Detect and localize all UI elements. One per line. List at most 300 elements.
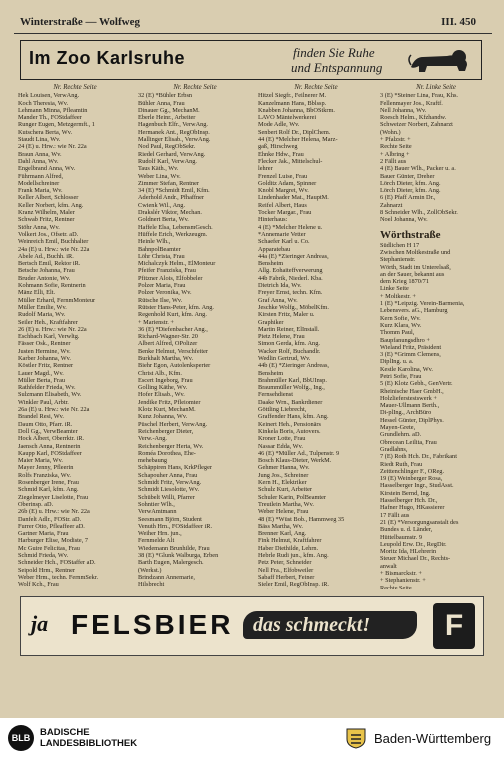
street-entry: Hessel Günter, DiplPhys.	[380, 416, 444, 424]
directory-entry: Weber Helene, Frau	[258, 508, 309, 516]
directory-entry: 44b Fabrik, Niederl. Kba.	[258, 274, 323, 282]
column-heading: Nr. Rechte Seite	[53, 84, 97, 91]
directory-entry: Müller Erhard, FernmMonteur	[18, 296, 96, 304]
directory-entry: Noel Johanna, Wv.	[380, 216, 428, 224]
street-entry: Mayen-Grete,	[380, 424, 416, 432]
directory-entry: Fink Helmut, Kraftfahrer	[258, 537, 322, 545]
directory-entry: 38 (E) *Glunk Walburga, Erben	[138, 552, 219, 559]
directory-entry: Christ Alb., Kfm.	[138, 369, 182, 377]
street-entry: Hafner Hugo, HKassierer	[380, 504, 445, 512]
street-entry: Lebensvers. aG., Hamburg	[380, 307, 448, 315]
street-entry: Hasselberger Hch. Dr.,	[380, 497, 438, 505]
directory-entry: Rütsche Ilse, Wv.	[138, 296, 183, 304]
directory-entry: VerwAmtmann	[138, 508, 177, 516]
street-entry: Wörth, Stadt im Unterelsaß,	[380, 263, 451, 271]
directory-entry: Mc Guire Felicitas, Frau	[18, 544, 80, 552]
directory-entry: Betsche Johanna, Frau	[18, 267, 75, 275]
street-entry: an der Sauer, bekannt aus	[380, 270, 445, 278]
directory-entry: Dahl Anna, Wv.	[18, 157, 59, 165]
directory-entry: Golditz Adam, Spinner	[258, 179, 317, 187]
directory-entry: Nell Fra., Elfobweiler	[258, 566, 314, 574]
baden-wuerttemberg-crest-icon	[344, 726, 368, 750]
directory-entry: Pfeifer Franziska, Frau	[138, 267, 196, 275]
header-rule	[14, 33, 492, 34]
directory-entry: Reichenberger Herta, Wv.	[138, 442, 204, 450]
directory-entry: 32 (E) *Bühler Erbsn	[138, 92, 193, 100]
directory-entry: + Marienstr. +	[138, 318, 174, 326]
directory-entry: Reifel Albert, Haus	[258, 201, 307, 209]
directory-entry: Bensheim	[258, 369, 284, 377]
street-entry: Zwischen Moltkestraße und	[380, 248, 451, 256]
directory-entry: Hilsbrecht	[138, 581, 165, 589]
directory-entry: Kutschera Berta, Wv.	[18, 128, 73, 136]
directory-entry: mehebaung	[138, 457, 168, 465]
directory-entry: 26a (E) u. Hrw.: wie Nr. 22a	[18, 406, 90, 414]
directory-entry: Ehnke Hdw., Frau	[258, 150, 304, 158]
directory-entry: Mänz Elli, Elt.	[18, 289, 56, 297]
zoo-ad-tagline-1: finden Sie Ruhe	[293, 45, 375, 60]
column-heading: Nr. Rechte Seite	[173, 84, 217, 91]
street-entry: Rechte Seite	[380, 584, 412, 589]
felsbier-logo: F	[433, 603, 475, 649]
directory-entry: Bosch Klaus-Dieter, WerkM.	[258, 457, 332, 465]
street-entry: Moritz Ida, HLehrerin	[380, 548, 437, 556]
directory-entry: + Pfalzstr. +	[380, 136, 411, 144]
directory-entry: 2 Fällt aus	[380, 157, 407, 165]
directory-entry: Schweizer Norbert, Zahnarzt	[380, 121, 453, 129]
directory-entry: Braummüller Wolfg., Ing.,	[258, 384, 325, 392]
directory-entry: Fässer Osk., Rentner	[18, 340, 71, 348]
street-entry: Grundlehrn. aD.	[380, 431, 422, 439]
directory-entry: Richard-Wagner-Str. 20	[138, 333, 198, 341]
directory-entry: Knobl Margret, Wv.	[258, 187, 309, 195]
directory-entry: Sulzmann Elisabeth, Wv.	[18, 391, 82, 399]
directory-entry: Justen Hermine, Wv.	[18, 347, 71, 355]
page-number: III. 450	[441, 16, 476, 28]
street-entry: + Moltkestr. +	[380, 292, 416, 300]
directory-entry: Jung Jos., Schreiner	[258, 471, 309, 479]
directory-entry: Sabaff Herbert, Feiner	[258, 573, 315, 581]
directory-entry: Schmidt Liesolotte, Wv.	[138, 486, 200, 494]
directory-entry: Rudolf Karl, VerwAng.	[138, 157, 197, 165]
directory-entry: Brenner Karl, Ang.	[258, 530, 307, 538]
directory-entry: Mayer Jenny, Pfleerin	[18, 464, 74, 472]
directory-entry: Jendike Fritz, Pfleiomter	[138, 398, 201, 406]
directory-entry: Wolf Kch., Frau	[18, 581, 59, 589]
lion-illustration	[407, 45, 471, 75]
directory-entry: Tocker Margar., Frau	[258, 209, 312, 217]
directory-entry: Jaensch Anna, Rentnerin	[18, 442, 81, 450]
directory-entry: Rathfelder Frieda, Wv.	[18, 384, 76, 392]
directory-entry: Treutlein Martha, Wv.	[258, 500, 314, 508]
page-header	[20, 16, 490, 30]
street-entry: Zeittenchlinger F., OReg.	[380, 467, 445, 475]
directory-entry: Graf Anna, Wv.	[258, 296, 298, 304]
street-entry: Kirstein Bernd, Ing.	[380, 489, 431, 497]
directory-entry: Ziegelmeyer Liselotte, Frau	[18, 493, 89, 501]
directory-entry: Barth Eugen, Malergesch.	[138, 559, 204, 567]
directory-entry: Gehmer Hanna, Wv.	[258, 464, 310, 472]
directory-entry: gaß, Hirschweg	[258, 143, 298, 151]
directory-entry: Maier Maria, Wv.	[18, 457, 63, 465]
directory-entry: Verw.-Ang.	[138, 435, 167, 443]
directory-entry: Kohmann Sofie, Rentnerin	[18, 282, 86, 290]
directory-entry: Danfelt Adlr., FOStr. aD.	[18, 515, 82, 523]
directory-entry: Fernmelde Alt	[138, 537, 175, 545]
directory-entry: Hek Louisen, VerwAng.	[18, 92, 80, 100]
directory-entry: Aderhold Andr., Pfhaffner	[138, 194, 204, 202]
street-entry: 21 (E) *Versorgungsanstalt des	[380, 518, 459, 526]
street-entry: Leupold Erw. Dr., RegDir.	[380, 540, 447, 548]
street-entry: 7 (E) Roth Hch. Dr., Fabrikant	[380, 453, 457, 461]
street-entry: Holzlieferstestswerk +	[380, 394, 437, 402]
directory-column-2	[138, 84, 252, 589]
directory-entry: Lindenhader Mat., HauptM.	[258, 194, 329, 202]
baden-wuerttemberg-label: Baden-Württemberg	[374, 731, 492, 746]
directory-entry: Rechte Seite	[380, 143, 412, 151]
directory-entry: Lörch Dieter, kfm. Ang.	[380, 187, 441, 195]
directory-columns	[14, 84, 494, 589]
street-entry: Wieland Fritz, Präsident	[380, 343, 442, 351]
directory-entry: Kern H., Elektriker	[258, 479, 307, 487]
directory-entry: Reichenberger Dieter,	[138, 427, 194, 435]
directory-entry: Weinreich Emil, Buchhalter	[18, 238, 89, 246]
street-entry: Hasselberger Ingr., StudAsst.	[380, 482, 454, 490]
directory-entry: Bühler Anna, Frau	[138, 99, 185, 107]
street-entry: 5 (E) Klotz Gebh., GenVertr.	[380, 380, 453, 388]
directory-entry: Püschel Herbert, VerwAng.	[138, 420, 208, 428]
felsbier-slogan: das schmeckt!	[253, 614, 371, 636]
street-entry: Di-plIng., ArchBüro	[380, 409, 432, 417]
street-entry: Gradlahns,	[380, 445, 408, 453]
directory-entry: Schaefer Karl u. Co.	[258, 238, 310, 246]
directory-entry: 4 (E) *Melcher Helene u.	[258, 223, 323, 231]
directory-entry: Schmid Frieda, Wv.	[18, 552, 69, 559]
directory-entry: Albert Alfred, OPolizer	[138, 340, 198, 348]
zoo-ad-tagline-2: und Entspannung	[291, 60, 383, 75]
directory-entry: Petz Peter, Schneider	[258, 559, 312, 567]
directory-entry: Schuler Karin, PolBeamter	[258, 493, 327, 501]
zoo-advertisement	[20, 40, 482, 80]
directory-entry: Wiedemann Brunhilde, Frau	[138, 544, 210, 552]
directory-entry: Hock Albert, Oberrktr. iR.	[18, 435, 85, 443]
directory-entry: Allg. Eohaiteffverwerung	[258, 267, 323, 275]
directory-entry: 36 (E) *Diefenbacher Ang.,	[138, 325, 208, 333]
directory-entry: Lehmann Minna, Pfleamtin	[18, 106, 88, 114]
directory-entry: Keller Norbert, kfm. Ang.	[18, 201, 84, 209]
directory-entry: Haffele Elsa, LebensmGesch.	[138, 223, 213, 231]
street-entry: Südlichen H 17	[380, 241, 420, 249]
directory-entry: Seiler Heh., Kraftfahrer	[18, 318, 78, 326]
directory-entry: BahnpolBeamter	[138, 245, 181, 253]
directory-entry: Roméa Dorothea, Ehe-	[138, 449, 196, 457]
street-entry: Mauer-Ullmann Berth.,	[380, 402, 440, 410]
street-entry: 17 Fällt aus	[380, 511, 410, 519]
directory-entry: Taus Käth., Wv.	[138, 165, 179, 173]
directory-entry: 34 (E) *Schmidt Emil, Kfm.	[138, 187, 210, 195]
directory-entry: Stöhr Anna, Wv.	[18, 223, 60, 231]
street-entry: Riedt Ruth, Frau	[380, 460, 423, 468]
directory-column-4	[380, 84, 492, 589]
directory-entry: Nell Johanna, Wv.	[380, 106, 427, 114]
directory-entry: Staudt Lina, Wv.	[18, 136, 61, 144]
directory-entry: Seipold Hrm., Rentner	[18, 566, 76, 574]
directory-entry: Heinle Wlh.,	[138, 238, 171, 246]
directory-entry: Haber Diethilde, Lehrn.	[258, 544, 319, 552]
directory-entry: Engelbrand Anna, Wv.	[18, 165, 76, 173]
directory-entry: Volkert Jos., Ofsetr. aD.	[18, 230, 79, 238]
directory-entry: Hüffele Erich, Werkzeugm.	[138, 230, 208, 238]
directory-entry: Gartner Maria, Frau	[18, 530, 69, 538]
directory-entry	[18, 588, 132, 589]
directory-entry: Köstler Fritz, Rentner	[18, 362, 74, 370]
directory-entry: Schübelt Willi, Pfarrer	[138, 493, 195, 501]
directory-entry: Wedlin Gertrud, Wv.	[258, 354, 311, 362]
directory-entry: Mander Th., FOStdaffeer	[18, 114, 82, 122]
directory-entry: 44 (E) *Melcher Helena, Marz-	[258, 136, 338, 144]
directory-entry: Nod Paul, RegObSekr.	[138, 143, 196, 151]
felsbier-brand: FELSBIER	[71, 609, 234, 640]
directory-entry	[258, 588, 374, 589]
street-entry: Kurz Klara, Wv.	[380, 321, 422, 329]
blb-logo: BLB	[8, 725, 34, 751]
street-entry: 19 (E) Weinberger Rosa,	[380, 475, 443, 483]
directory-entry: Mallinger Elisab., VerwAng.	[138, 136, 211, 144]
street-entry: 3 (E) *Grimm Clemens,	[380, 351, 441, 359]
street-entry: Hüttelbaumstr. 9	[380, 533, 422, 541]
directory-entry: Pietz Helene, Frau	[258, 333, 305, 341]
directory-entry: Keinert Heh., Pensionärs	[258, 420, 321, 428]
directory-entry: Bertsch Emil, Rektor iR.	[18, 260, 81, 268]
directory-entry: Furrer Otto, Pfleaffeer aD.	[18, 522, 85, 530]
directory-entry: (Werkst.)	[138, 566, 162, 574]
directory-entry: Winkler Paul, Arbtr.	[18, 398, 69, 406]
directory-entry: Schwab Fritz, Rentner	[18, 216, 75, 224]
directory-entry: Rütster Hans-Peter, kfm. Ang.	[138, 303, 214, 311]
directory-entry: Schulz Kurt, Arbeiter	[258, 486, 313, 494]
directory-entry: Bensheim	[258, 260, 284, 268]
directory-column-1	[18, 84, 132, 589]
directory-entry: Martin Reiner, ElInstall.	[258, 325, 320, 333]
zoo-ad-brand: Im Zoo Karlsruhe	[29, 48, 186, 68]
directory-entry: Seesmann Björn, Student	[138, 515, 202, 523]
directory-entry: 3 (E) *Steiner Lina, Frau, Khs.	[380, 92, 458, 100]
directory-entry: Müller Berta, Frau	[18, 376, 66, 384]
directory-entry: Daum Otto, Pfarr. iR.	[18, 420, 73, 428]
directory-entry: Dietrich Ida, Wv.	[258, 282, 302, 290]
directory-entry: Abele Ad., Buchh. iR.	[18, 252, 74, 260]
directory-entry: Kaupp Karl, FOStdaffeer	[18, 449, 82, 457]
library-footer	[0, 718, 504, 757]
directory-entry: Lörch Dieter, kfm. Ang.	[380, 179, 441, 187]
directory-entry: Sieler Emil, RegObInsp. iR.	[258, 581, 330, 589]
directory-entry: 44a (E) *Zieringer Andreas,	[258, 252, 329, 260]
directory-entry: Apparatebau	[258, 245, 291, 253]
directory-entry: Rolfs Franziska, Wv.	[18, 471, 71, 479]
directory-entry: Daake Wrn., Bankrdiener	[258, 398, 323, 406]
directory-entry: Fellenmayer Jos., Kraftf.	[380, 99, 443, 107]
directory-entry: 24a (E) u. Hrw.: wie Nr. 22a	[18, 245, 90, 253]
street-entry: Petri Sofie, Frau	[380, 372, 422, 380]
directory-entry: 6 (E) Pfaff Armin Dr.,	[380, 194, 436, 202]
directory-entry: Schmid Karl, kfm. Ang.	[18, 486, 79, 494]
directory-entry: 44b (E) *Zieringer Andreas,	[258, 362, 329, 370]
directory-entry: Knabben Johanna, BbOStkrm.	[258, 106, 335, 114]
directory-entry: Weiher Hrn. jun.,	[138, 530, 182, 538]
directory-entry: Venuth Hrn., FOStdaffeer iR.	[138, 522, 213, 530]
directory-entry: LAVO Mäntelwerkerei	[258, 114, 317, 122]
street-entry: Thomm Paul,	[380, 329, 415, 337]
directory-entry: Biehr Egon, Autolenksperter	[138, 362, 211, 370]
street-entry: Steuer Michael Dr., Rechts-	[380, 555, 451, 563]
directory-entry: Doll Gg., VerwBeamter	[18, 427, 78, 435]
directory-entry: Hinterhaus:	[258, 216, 288, 224]
directory-entry: (Wohn.)	[380, 128, 401, 136]
directory-entry: 26 (E) u. Hrw.: wie Nr. 22a	[18, 325, 87, 333]
street-heading: Wörthstraße	[380, 228, 441, 241]
directory-entry: Kanzelmann Hans, Bblssp.	[258, 99, 327, 107]
street-entry: + Bismarckstr. +	[380, 570, 422, 577]
directory-entry: Frenzel Luise, Frau	[258, 172, 308, 180]
street-entry: Kern Sofie, Wv.	[380, 314, 421, 322]
directory-entry: Müller Emilie, Wv.	[18, 303, 67, 311]
directory-entry: Sohntier Wlh.,	[138, 500, 175, 508]
directory-entry: lehrer	[258, 165, 273, 173]
directory-entry: 4 (E) Bauer Wlh., Packer u. a.	[380, 165, 456, 173]
directory-entry: Bauer Günter, Dreher	[380, 172, 435, 180]
street-entry: Bundes u. d. Länder,	[380, 526, 433, 534]
directory-entry: Pfitzner Alois, Elfobbeler	[138, 274, 203, 282]
directory-entry: Freyer Ernst, techn. Kfm.	[258, 289, 323, 297]
column-heading: Nr. Linke Seite	[416, 84, 456, 91]
street-entry: Baupfanungsdhro +	[380, 336, 430, 344]
directory-entry: Polzer Maria, Frau	[138, 282, 186, 290]
directory-entry: 8 Schneider Wlh., ZollObSekr.	[380, 209, 458, 217]
directory-entry: Führmann Alfred,	[18, 172, 64, 180]
directory-entry: Rudolf Maria, Wv.	[18, 311, 66, 319]
directory-entry: Escert Ingeborg, Frau	[138, 376, 193, 384]
directory-entry: Senbert Rolf Dr., DiplChem.	[258, 128, 331, 136]
felsbier-advertisement	[20, 596, 484, 656]
directory-entry: Löhr Christa, Frau	[138, 252, 185, 260]
directory-entry: Simon Gerda, kfm. Ang.	[258, 340, 320, 348]
directory-entry: Graffender Hans, kfm. Ang.	[258, 413, 329, 421]
directory-entry: Lauer Magd., Wv.	[18, 369, 64, 377]
directory-entry: Mode Adle, Wv.	[258, 121, 300, 129]
directory-entry: Kirsten Fritz, Maler u.	[258, 311, 315, 319]
directory-entry: Runger Eugen, Metzgermft., 1	[18, 121, 95, 129]
directory-entry: Riedel Gerhard, VerwAng.	[138, 150, 206, 158]
street-entry: anwalt	[380, 562, 397, 570]
directory-entry: Oberinsp. aD.	[18, 500, 54, 508]
directory-entry: Brandel Resi, Wv.	[18, 413, 64, 421]
directory-entry: Cwienk Wil., Ang.	[138, 201, 186, 209]
directory-column-3	[258, 84, 374, 589]
street-entry: DiplIng. u. a.	[380, 358, 414, 366]
directory-entry: Kroner Lotte, Frau	[258, 435, 306, 443]
directory-entry: Dinauer Gg., MechanM.	[138, 106, 200, 114]
directory-entry: Nassar Edda, Wv.	[258, 442, 303, 450]
directory-entry: 24 (E) u. Hrw.: wie Nr. 22a	[18, 143, 87, 151]
directory-entry: Frank Maria, Wv.	[18, 187, 63, 195]
directory-entry: Graphiker	[258, 318, 284, 326]
blb-name-line-1: BADISCHE	[40, 727, 90, 738]
street-entry: 1 (E) *Leipzig. Verein-Barmenia,	[380, 300, 465, 308]
directory-entry: Brahmüller Karl, BbUInsp.	[258, 376, 327, 384]
street-entry: Obrecean Leilita, Frau	[380, 438, 437, 446]
street-entry: + Stephanienstr. +	[380, 577, 426, 585]
directory-entry: 26b (E) u. Hrw.: wie Nr. 22a	[18, 508, 90, 516]
directory-entry: Kinkela Boris, Autovers.	[258, 427, 321, 435]
directory-entry: Keller Albert, Schlosser	[18, 194, 79, 202]
directory-entry: Michalczyk Helm., ElMonteur	[138, 260, 216, 268]
directory-entry: Hitzel Siegfr., Feilnerer M.	[258, 92, 327, 100]
directory-entry: Harburger Elise, Modiste, 7	[18, 537, 89, 545]
street-entry: Kestle Karolina, Wv.	[380, 365, 433, 373]
directory-entry: Goldnert Berta, Wv.	[138, 216, 189, 224]
directory-entry: Bäss Martha, Wv.	[258, 522, 303, 530]
directory-entry: Jeschke Wolfg., MöbelKfm.	[258, 303, 329, 311]
directory-entry: Schapouher Anna, Frau	[138, 471, 198, 479]
blb-name	[40, 727, 137, 749]
directory-entry: Weber Hrm., techn. FernmSekr.	[18, 573, 99, 581]
street-entry: Stephanienstr.	[380, 256, 416, 264]
directory-entry	[138, 588, 252, 589]
directory-entry: Kunz Johanna, Wv.	[138, 413, 188, 421]
directory-entry: Koch Theresia, Wv.	[18, 99, 69, 107]
directory-entry: Bruder Antonie, Wv.	[18, 274, 71, 282]
directory-entry: Drakslér Viktor, Mechan.	[138, 209, 202, 217]
directory-entry: Rosenberger Irene, Frau	[18, 479, 79, 487]
directory-entry: Wacker Rolf, Buchandlr.	[258, 347, 321, 355]
directory-entry: Brindzann Annemarie,	[138, 573, 196, 581]
blb-name-line-2: LANDESBIBLIOTHEK	[40, 738, 138, 749]
directory-entry: Hermanek Ant., RegObInsp.	[138, 128, 210, 136]
directory-entry: Golling Käthe, Wv.	[138, 384, 188, 392]
directory-entry: Flecker Jak., Mittelschul-	[258, 157, 323, 165]
directory-entry: 48 (E) *Wüst Bob., Hammweg 35	[258, 515, 345, 523]
column-heading: Nr. Rechte Seite	[294, 84, 338, 91]
directory-entry: Regenhold Kurt, kfm. Ang.	[138, 311, 207, 319]
directory-entry: Weber Lina, Wv.	[138, 172, 181, 180]
street-entry: Linke Seite	[380, 285, 409, 293]
directory-entry: Eschbach Karl, Verwltg.	[18, 333, 80, 341]
directory-entry: *Annemarie Vetter	[258, 230, 306, 238]
directory-entry: Benke Helmut, Verschfeiter	[138, 347, 209, 355]
directory-entry: Zimmer Stefan, Rentner	[138, 179, 200, 187]
directory-entry: Schmidt Fritz, VerwAng.	[138, 479, 202, 487]
directory-entry: Polzer Veronika, Wv.	[138, 289, 192, 297]
felsbier-prefix: ja	[31, 611, 49, 636]
directory-entry: Hofer Elisab., Wv.	[138, 391, 185, 399]
directory-entry: Eberle Heinr., Arbeiter	[138, 114, 196, 122]
directory-entry: Kranz Wilhelm, Maler	[18, 209, 75, 217]
directory-entry: Klotz Kurt, MechanM.	[138, 406, 196, 414]
directory-entry: + Albring +	[380, 150, 410, 158]
directory-entry: Hagenbuch Elfr., VerwAng.	[138, 121, 209, 129]
street-range-title: Winterstraße — Wolfweg	[20, 16, 140, 28]
directory-entry: Roesch Helm., Kfzhandw.	[380, 114, 447, 122]
directory-entry: Karber Johanna, Wv.	[18, 354, 71, 362]
directory-entry: Schäppiren Hans, KrkPfleger	[138, 464, 212, 472]
directory-entry: Burkhalt Martha, Wv.	[138, 354, 194, 362]
directory-entry: Zahnarzt	[380, 201, 403, 209]
directory-entry: Fernsehdienst	[258, 391, 293, 399]
directory-entry: Schneider Hch., FOStaffer aD.	[18, 559, 96, 567]
directory-entry: Braun Anna, Wv.	[18, 150, 62, 158]
directory-entry: 46 (E) *Müller Ad., Tulpenstr. 9	[258, 449, 340, 457]
street-entry: Rheinische Haer GmbH.,	[380, 387, 444, 395]
